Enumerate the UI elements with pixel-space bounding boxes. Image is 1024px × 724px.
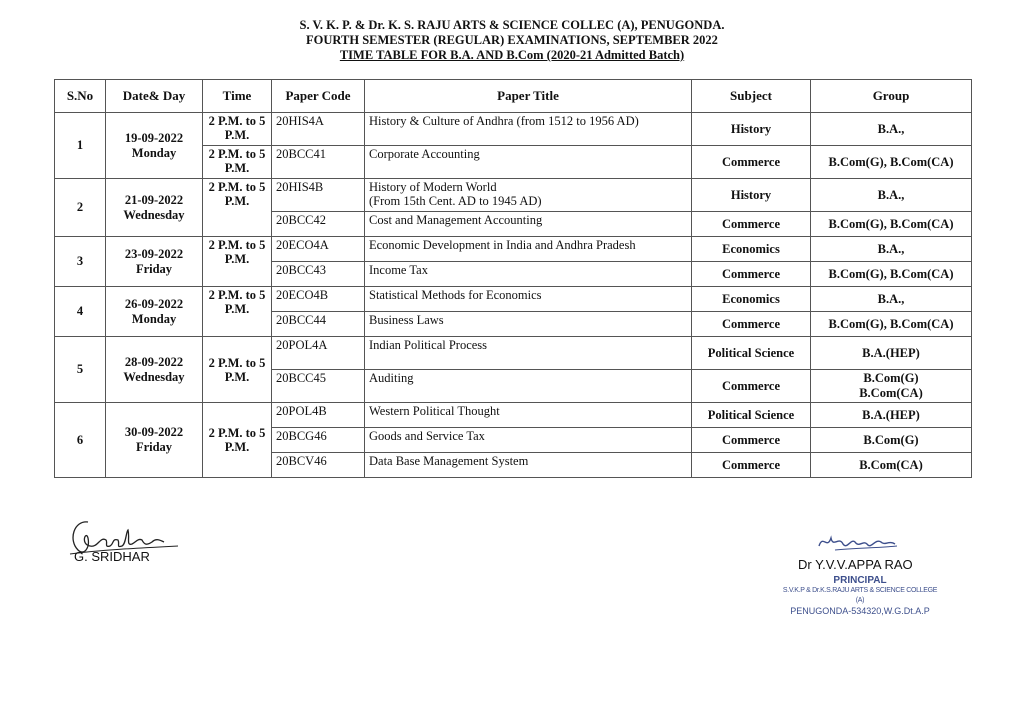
date-text: 19-09-2022 [124,130,184,145]
paper-code-cell: 20POL4A [272,337,365,370]
subject-cell: Commerce [692,262,811,287]
date-text: 21-09-2022 [124,192,184,207]
paper-title-cell: Goods and Service Tax [365,428,692,453]
table-header-row [55,80,972,113]
date-cell [106,403,203,478]
date-text: 26-09-2022 [124,296,184,311]
date-text: 30-09-2022 [124,425,184,439]
col-code: Paper Code [272,80,365,113]
paper-code-cell: 20HIS4B [272,179,365,212]
paper-title-cell: Indian Political Process [365,337,692,370]
day-text: Monday [131,311,177,326]
stamp-title: PRINCIPAL [833,575,887,586]
table-row [55,113,972,146]
sno-cell: 1 [55,113,106,179]
group-cell: B.Com(G), B.Com(CA) [811,212,972,237]
paper-title-cell: Data Base Management System [365,453,692,478]
paper-title-cell: Statistical Methods for Economics [365,287,692,312]
sno-cell: 3 [55,237,106,287]
subject-cell: Economics [692,287,811,312]
subject-cell: History [692,179,811,212]
subject-cell: Economics [692,237,811,262]
paper-code-cell: 20BCG46 [272,428,365,453]
group-cell: B.A., [811,179,972,212]
time-cell: 2 P.M. to 5 P.M. [203,337,272,403]
principal-stamp [780,576,940,616]
stamp-address: PENUGONDA-534320,W.G.Dt.A.P [790,606,930,616]
group-line1: B.Com(G) [863,371,919,385]
col-group: Group [811,80,972,113]
group-cell: B.A., [811,287,972,312]
date-cell [106,179,203,237]
group-line2: B.Com(CA) [859,386,923,400]
paper-code-cell: 20ECO4A [272,237,365,262]
subject-cell: Commerce [692,312,811,337]
paper-code-cell: 20ECO4B [272,287,365,312]
subject-cell: Commerce [692,370,811,403]
group-cell: B.A.(HEP) [811,403,972,428]
paper-code-cell: 20BCC41 [272,146,365,179]
time-cell: 2 P.M. to 5 P.M. [203,113,272,146]
paper-title-line2: (From 15th Cent. AD to 1945 AD) [369,194,542,208]
time-cell: 2 P.M. to 5 P.M. [203,403,272,478]
paper-title-cell: Economic Development in India and Andhra Pradesh [365,237,692,262]
group-cell: B.A.(HEP) [811,337,972,370]
paper-title-cell: Business Laws [365,312,692,337]
group-cell: B.Com(G) [811,428,972,453]
group-cell [811,370,972,403]
table-row [55,237,972,262]
day-text: Wednesday [123,369,185,384]
sno-cell: 2 [55,179,106,237]
day-text: Monday [131,145,177,160]
subject-cell: Commerce [692,146,811,179]
principal-name: Dr Y.V.V.APPA RAO [798,557,913,572]
paper-code-cell: 20POL4B [272,403,365,428]
college-name: S. V. K. P. & Dr. K. S. RAJU ARTS & SCIENCE COLLEC (A), PENUGONDA. [299,18,725,32]
time-cell: 2 P.M. to 5 P.M. [203,179,272,237]
paper-title-line1: History of Modern World [369,180,497,194]
date-text: 23-09-2022 [124,246,184,261]
table-row [55,287,972,312]
table-row [55,337,972,370]
time-cell: 2 P.M. to 5 P.M. [203,237,272,287]
paper-title-cell: Western Political Thought [365,403,692,428]
date-cell [106,237,203,287]
sno-cell: 4 [55,287,106,337]
group-cell: B.A., [811,237,972,262]
col-title: Paper Title [365,80,692,113]
paper-title-cell: Cost and Management Accounting [365,212,692,237]
sridhar-name: G. SRIDHAR [74,549,150,564]
sno-cell: 5 [55,337,106,403]
time-cell: 2 P.M. to 5 P.M. [203,146,272,179]
table-row [55,179,972,212]
group-cell: B.A., [811,113,972,146]
subject-cell: Commerce [692,428,811,453]
col-sno: S.No [55,80,106,113]
paper-title-cell: Corporate Accounting [365,146,692,179]
group-cell: B.Com(G), B.Com(CA) [811,146,972,179]
paper-code-cell: 20BCC44 [272,312,365,337]
paper-title-cell: History & Culture of Andhra (from 1512 to 1956 AD) [365,113,692,146]
day-text: Friday [135,261,173,276]
group-cell: B.Com(G), B.Com(CA) [811,262,972,287]
subject-cell: Commerce [692,453,811,478]
paper-code-cell: 20BCC45 [272,370,365,403]
subject-cell: History [692,113,811,146]
table-row [55,403,972,428]
subject-cell: Commerce [692,212,811,237]
principal-signature [815,528,905,558]
paper-code-cell: 20BCC42 [272,212,365,237]
exam-timetable [54,79,972,478]
sno-cell: 6 [55,403,106,478]
paper-title-cell: Auditing [365,370,692,403]
time-cell: 2 P.M. to 5 P.M. [203,287,272,337]
date-cell [106,287,203,337]
day-text: Wednesday [123,207,185,222]
day-text: Friday [135,440,173,454]
paper-code-cell: 20HIS4A [272,113,365,146]
col-subject: Subject [692,80,811,113]
paper-title-cell [365,179,692,212]
subject-cell: Political Science [692,403,811,428]
group-cell: B.Com(G), B.Com(CA) [811,312,972,337]
paper-code-cell: 20BCC43 [272,262,365,287]
date-text: 28-09-2022 [124,354,184,369]
paper-code-cell: 20BCV46 [272,453,365,478]
date-cell [106,113,203,179]
col-date: Date& Day [106,80,203,113]
subject-cell: Political Science [692,337,811,370]
timetable-title: TIME TABLE FOR B.A. AND B.Com (2020-21 Admitted Batch) [339,48,685,62]
group-cell: B.Com(CA) [811,453,972,478]
col-time: Time [203,80,272,113]
document-header [0,18,1024,63]
exam-title: FOURTH SEMESTER (REGULAR) EXAMINATIONS, SEPTEMBER 2022 [306,33,718,47]
date-cell [106,337,203,403]
stamp-college: S.V.K.P & Dr.K.S.RAJU ARTS & SCIENCE COLLEGE (A) [782,587,938,604]
paper-title-cell: Income Tax [365,262,692,287]
